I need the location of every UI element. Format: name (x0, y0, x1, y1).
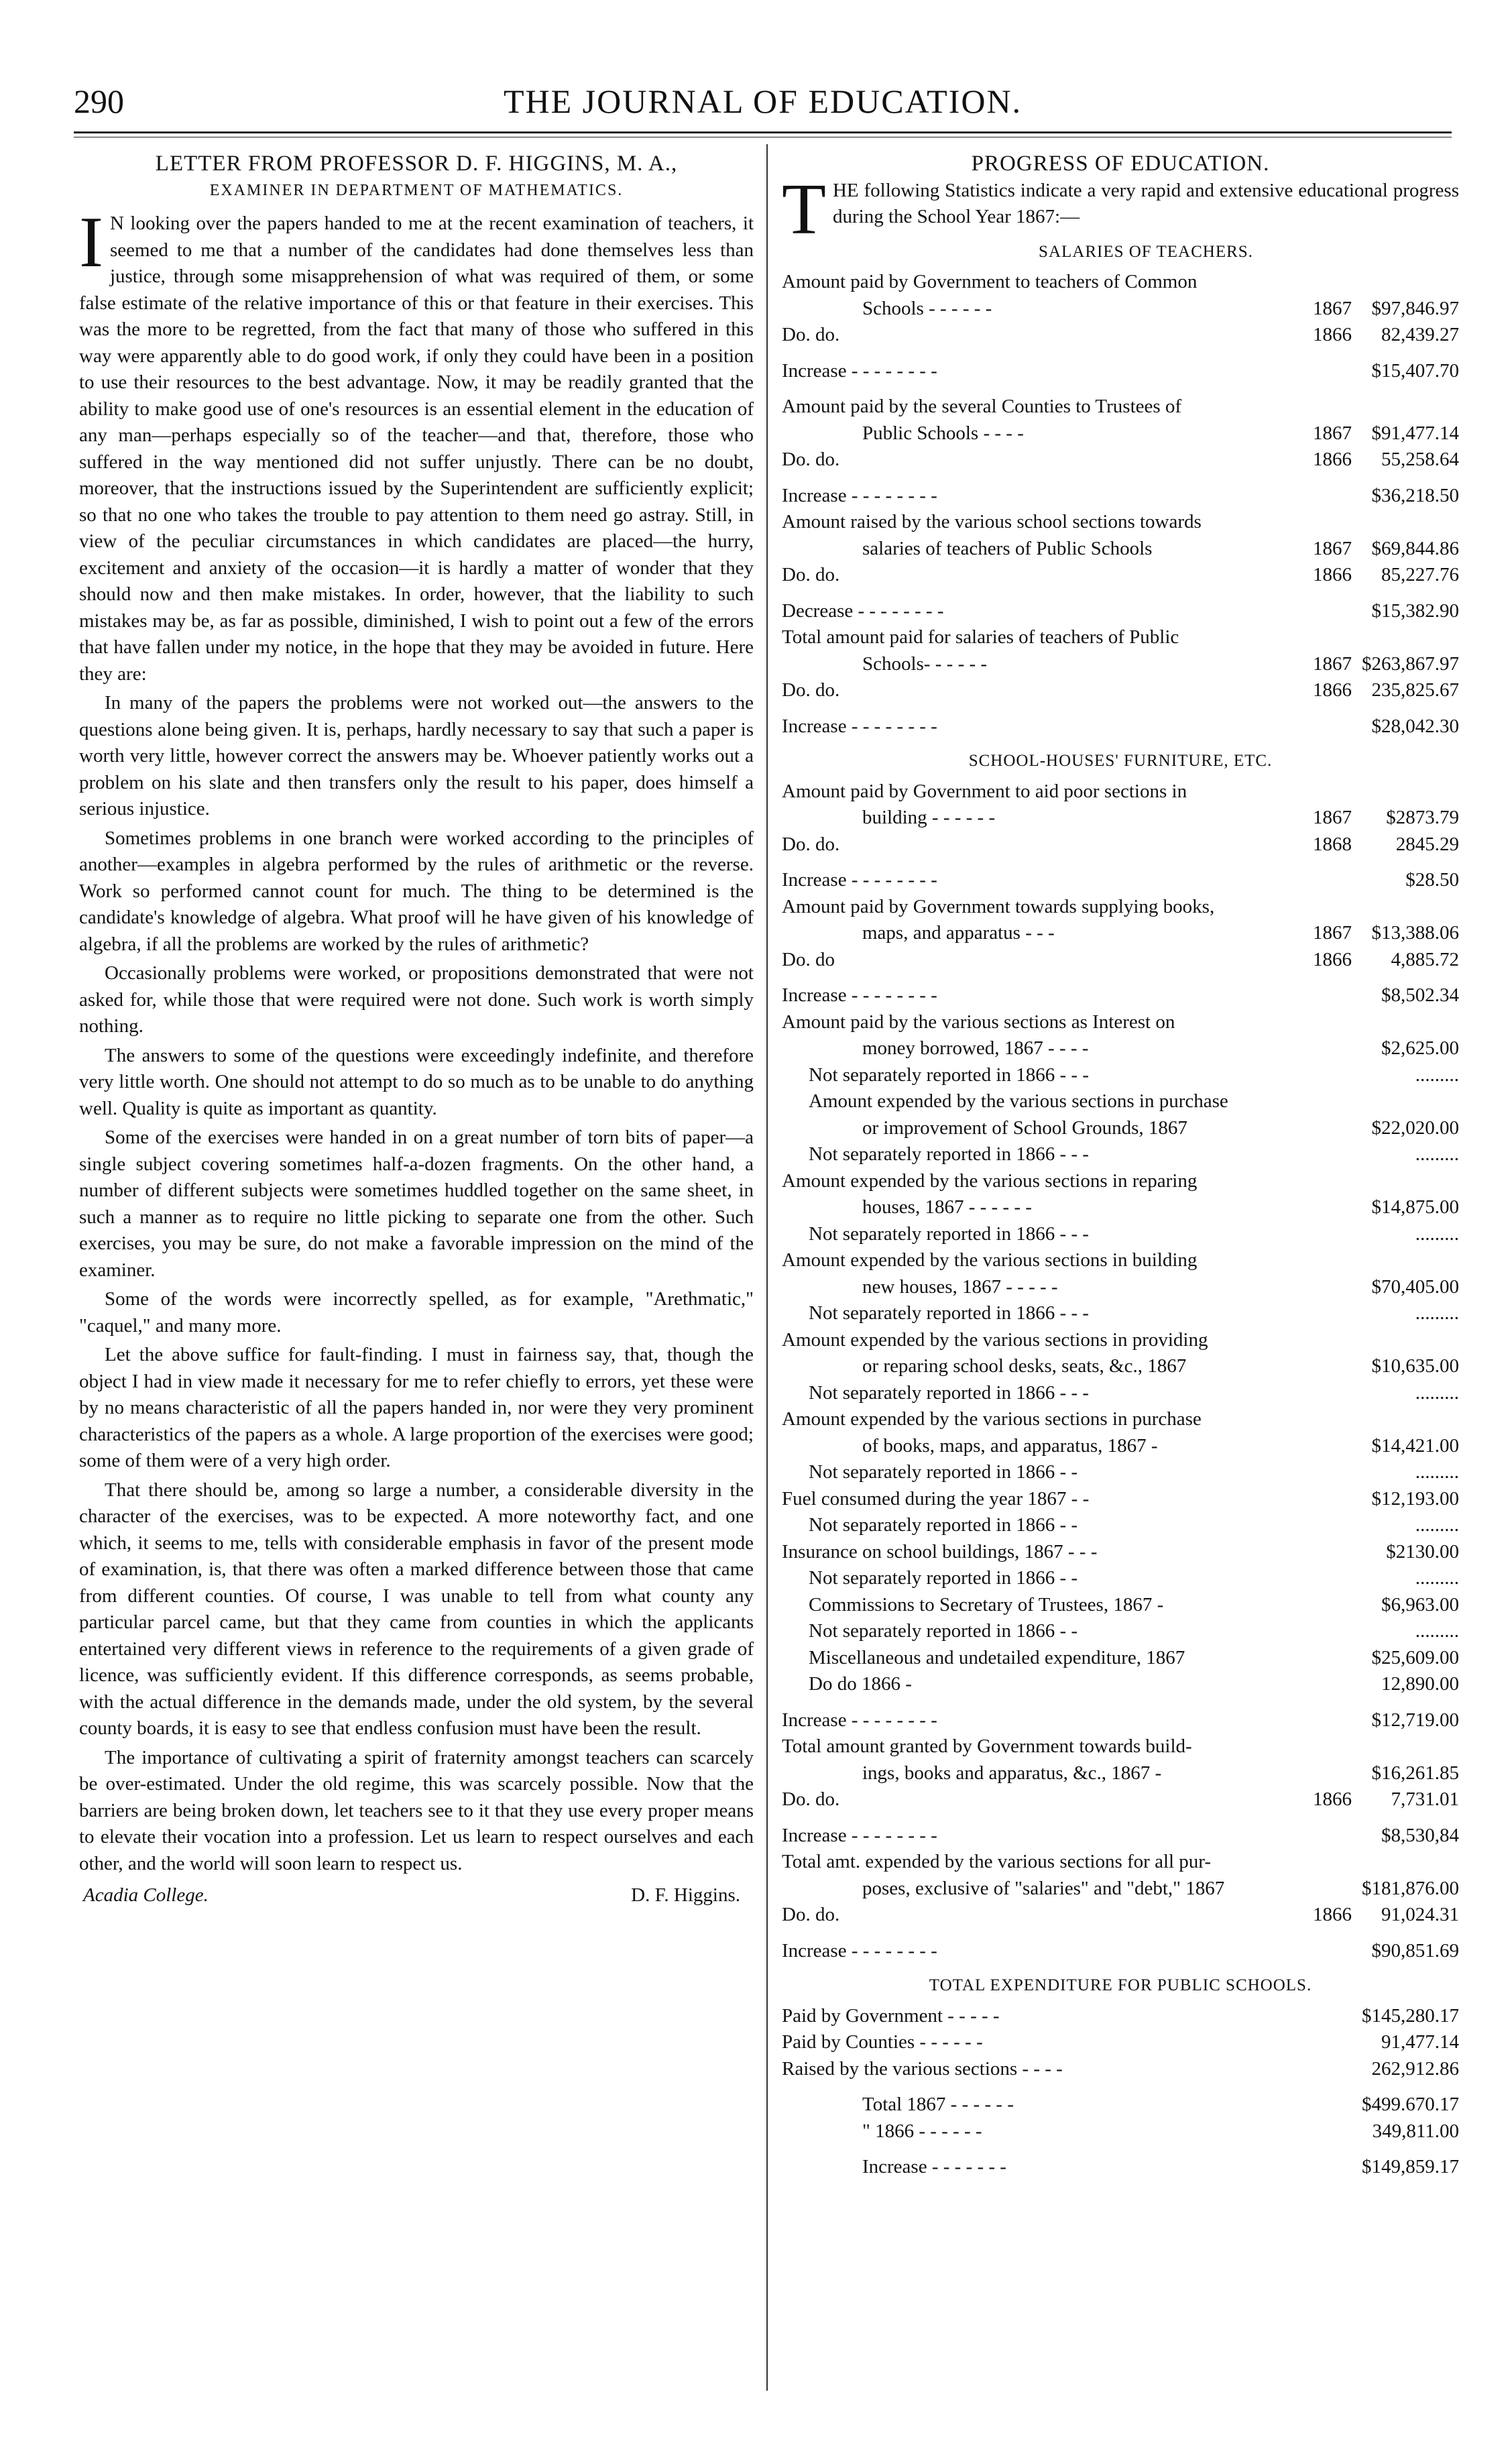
row-description: Public Schools - - - - (862, 422, 1024, 444)
row-amount: 91,477.14 (1381, 2031, 1459, 2053)
row-spacer (782, 973, 1459, 982)
letter-paragraph (79, 203, 754, 687)
row-description: Amount paid by Government to teachers of Common (782, 271, 1198, 292)
row-description: Decrease - - - - - - - - (782, 600, 944, 622)
row-description: Do do 1866 - (809, 1673, 912, 1695)
furniture-row (782, 805, 1459, 832)
row-amount: $181,876.00 (1362, 1877, 1459, 1899)
letter-paragraph (79, 1477, 754, 1742)
row-description: Not separately reported in 1866 - - (809, 1567, 1078, 1589)
furniture-row (782, 1592, 1459, 1619)
signature-name: D. F. Higgins. (631, 1884, 740, 1906)
row-description: Not separately reported in 1866 - - - (809, 1143, 1089, 1165)
row-year: 1867 (1313, 537, 1352, 559)
row-spacer (782, 858, 1459, 867)
row-description: Amount paid by the various sections as Interest on (782, 1011, 1175, 1033)
furniture-row (782, 920, 1459, 947)
row-description: Raised by the various sections - - - - (782, 2057, 1063, 2080)
row-description: Total amount granted by Government towards build- (782, 1736, 1192, 1757)
row-amount: $8,502.34 (1381, 984, 1459, 1006)
row-description: Do. do (782, 948, 835, 970)
furniture-row (782, 1353, 1459, 1380)
row-description: Increase - - - - - - - - (782, 715, 937, 737)
furniture-row (782, 1247, 1459, 1274)
salaries-row (782, 677, 1459, 704)
row-spacer (782, 473, 1459, 483)
furniture-row (782, 1707, 1459, 1734)
row-description: Miscellaneous and undetailed expenditure, 1867 (809, 1646, 1185, 1668)
row-year: 1867 (1313, 807, 1352, 828)
letter-paragraph-text: Some of the words were incorrectly spelled, as for example, "Arethmatic," "caquel," and many more. (79, 1288, 754, 1337)
row-description: Do. do. (782, 1788, 840, 1810)
letter-paragraph (79, 826, 754, 958)
letter-paragraph-text: N looking over the papers handed to me at the recent examination of teachers, it seemed to me that a number of the candidates had done themselves less than justice, through some misapprehension of what was required of them, or some false estimate of the relative importance of this or that feature in their exercises. This was the more to be regretted, from the fact that many of those who suffered in this way were apparently able to do good work, if only they could have been in a position to use their resources to the best advantage. Now, it may be readily granted that the ability to make good use of one's resources is an essential element in the education of any man—perhaps especially so of the teacher—and that, therefore, those who suffered in the way mentioned did not suffer unjustly. There can be no doubt, moreover, that the instructions issued by the Superintendent are sufficiently explicit; so that no one who takes the trouble to pay attention to them need go astray. Still, in view of the peculiar circumstances in which candidates are placed—the hurry, excitement and anxiety of the occasion—it is hardly a matter of wonder that they should now and then make mistakes. In order, however, that the liability to such mistakes may be, as far as possible, diminished, I wish to point out a few of the errors that have fallen under my notice, in the hope that they may be avoided in future. Here they are: (79, 213, 754, 685)
row-year: 1867 (1313, 297, 1352, 319)
row-amount: 262,912.86 (1371, 2057, 1459, 2080)
signature-place: Acadia College. (83, 1884, 209, 1906)
salaries-row (782, 536, 1459, 563)
furniture-row (782, 867, 1459, 894)
letter-paragraph (79, 1342, 754, 1475)
row-description: Amount expended by the various sections in purchase (809, 1090, 1228, 1112)
row-description: Commissions to Secretary of Trustees, 1867 - (809, 1593, 1164, 1615)
total-row (782, 2003, 1459, 2030)
letter-subtitle: EXAMINER IN DEPARTMENT OF MATHEMATICS. (209, 181, 624, 199)
salaries-row (782, 394, 1459, 420)
row-description: Do. do. (782, 833, 840, 855)
total-row (782, 2029, 1459, 2056)
row-description: Fuel consumed during the year 1867 - - (782, 1487, 1090, 1510)
row-amount: $13,388.06 (1371, 922, 1459, 944)
total-row (782, 2056, 1459, 2083)
row-description: Increase - - - - - - - - (782, 1709, 937, 1731)
row-amount: $2,625.00 (1381, 1037, 1459, 1059)
row-amount: $12,193.00 (1371, 1487, 1459, 1510)
row-description: maps, and apparatus - - - (862, 922, 1055, 944)
row-amount: $97,846.97 (1371, 297, 1459, 319)
furniture-row (782, 1459, 1459, 1486)
row-description: Not separately reported in 1866 - - - (809, 1302, 1089, 1324)
row-amount: 91,024.31 (1381, 1904, 1459, 1925)
statistics-title: PROGRESS OF EDUCATION. (971, 152, 1270, 176)
row-amount: ......... (1415, 1381, 1459, 1404)
row-spacer (782, 1929, 1459, 1938)
row-year: 1866 (1313, 679, 1352, 701)
row-year: 1867 (1313, 422, 1352, 444)
row-description: Not separately reported in 1866 - - - (809, 1222, 1089, 1245)
furniture-row (782, 1115, 1459, 1142)
salaries-row (782, 483, 1459, 510)
row-description: Total amt. expended by the various sections for all pur- (782, 1851, 1212, 1872)
row-description: Total amount paid for salaries of teachers of Public (782, 626, 1179, 648)
furniture-row (782, 1194, 1459, 1221)
furniture-row (782, 1539, 1459, 1566)
furniture-row (782, 1088, 1459, 1115)
row-amount: 85,227.76 (1381, 564, 1459, 585)
row-spacer (782, 704, 1459, 714)
page-number: 290 (74, 82, 124, 120)
row-amount: $149,859.17 (1362, 2156, 1459, 2177)
row-description: Amount expended by the various sections in building (782, 1249, 1198, 1271)
furniture-row (782, 1221, 1459, 1248)
row-amount: 12,890.00 (1381, 1673, 1459, 1695)
journal-title: THE JOURNAL OF EDUCATION. (503, 82, 1023, 120)
row-spacer (782, 1813, 1459, 1823)
furniture-row (782, 1274, 1459, 1301)
row-description: " 1866 - - - - - - (862, 2120, 982, 2142)
furniture-row (782, 832, 1459, 858)
row-amount: 82,439.27 (1381, 324, 1459, 345)
row-description: salaries of teachers of Public Schools (862, 537, 1153, 559)
letter-paragraph-text: The importance of cultivating a spirit of fraternity amongst teachers can scarcely be over-estimated. Under the old regime, this was scarcely possible. Now that the barriers are being broken down, let teachers see to it that they use every proper means to elevate their vocation into a profession. Let us learn to respect ourselves and each other, and the world will soon learn to respect us. (79, 1746, 754, 1874)
column-divider (766, 144, 768, 2391)
furniture-row (782, 1327, 1459, 1354)
row-description: Do. do. (782, 679, 840, 701)
salaries-row (782, 714, 1459, 740)
row-description: Not separately reported in 1866 - - - (809, 1381, 1089, 1404)
signature-line (79, 1882, 754, 1909)
row-amount: $90,851.69 (1371, 1939, 1459, 1961)
furniture-row (782, 1786, 1459, 1813)
row-amount: ......... (1415, 1302, 1459, 1324)
row-description: Increase - - - - - - - - (782, 869, 937, 891)
salaries-heading: SALARIES OF TEACHERS. (1039, 242, 1253, 261)
row-description: Amount expended by the various sections in reparing (782, 1170, 1198, 1192)
header-rule (74, 131, 1452, 133)
row-year: 1868 (1313, 833, 1352, 855)
row-description: Amount paid by Government to aid poor sections in (782, 780, 1187, 802)
row-amount: ......... (1415, 1567, 1459, 1589)
row-amount: $28,042.30 (1371, 715, 1459, 737)
row-description: Insurance on school buildings, 1867 - - - (782, 1540, 1098, 1562)
salaries-row (782, 296, 1459, 323)
row-description: Increase - - - - - - - - (782, 1939, 937, 1961)
row-amount: $91,477.14 (1371, 422, 1459, 444)
row-description: money borrowed, 1867 - - - - (862, 1037, 1089, 1059)
row-year: 1866 (1313, 1788, 1352, 1810)
row-amount: 7,731.01 (1391, 1788, 1459, 1810)
total-heading: TOTAL EXPENDITURE FOR PUBLIC SCHOOLS. (929, 1976, 1312, 1994)
furniture-row (782, 1938, 1459, 1965)
row-description: Amount expended by the various sections in providing (782, 1328, 1208, 1351)
row-description: Amount paid by Government towards supplying books, (782, 895, 1215, 917)
row-amount: $16,261.85 (1371, 1762, 1459, 1784)
row-spacer (782, 2082, 1459, 2092)
furniture-row (782, 1512, 1459, 1539)
salaries-row (782, 358, 1459, 385)
letter-paragraph (79, 1125, 754, 1284)
row-description: Amount expended by the various sections in purchase (782, 1408, 1202, 1430)
row-description: building - - - - - - (862, 807, 996, 828)
row-amount: ......... (1415, 1461, 1459, 1483)
row-year: 1866 (1313, 564, 1352, 585)
total-row (782, 2154, 1459, 2181)
letter-paragraph-text: The answers to some of the questions were exceedingly indefinite, and therefore very little worth. One should not attempt to do so much as to be unable to do anything well. Quality is quite as important as quantity. (79, 1044, 754, 1119)
row-spacer (782, 589, 1459, 598)
letter-paragraph-text: Some of the exercises were handed in on a great number of torn bits of paper—a single subject covering sometimes half-a-dozen fragments. On the other hand, a number of different subjects were sometimes huddled together on the same sheet, in such a manner as to require no little picking to separate one from the other. Such exercises, you may be sure, do not make a favorable impression on the mind of the examiner. (79, 1127, 754, 1281)
furniture-heading: SCHOOL-HOUSES' FURNITURE, ETC. (968, 752, 1273, 770)
row-year: 1867 (1313, 652, 1352, 675)
salaries-row (782, 562, 1459, 589)
row-amount: $14,875.00 (1371, 1196, 1459, 1218)
row-description: Not separately reported in 1866 - - - (809, 1064, 1089, 1086)
row-year: 1866 (1313, 1904, 1352, 1925)
row-year: 1866 (1313, 449, 1352, 470)
row-amount: $14,421.00 (1371, 1434, 1459, 1457)
salaries-table (782, 269, 1459, 740)
row-amount: ......... (1415, 1143, 1459, 1165)
total-row (782, 2092, 1459, 2118)
row-description: Increase - - - - - - - - (782, 984, 937, 1006)
row-spacer (782, 349, 1459, 358)
salaries-row (782, 447, 1459, 473)
row-amount: $263,867.97 (1362, 652, 1459, 675)
row-description: Amount paid by the several Counties to Trustees of (782, 396, 1182, 417)
row-amount: $145,280.17 (1362, 2004, 1459, 2027)
furniture-row (782, 1009, 1459, 1036)
row-description: Schools - - - - - - (862, 297, 992, 319)
row-description: or improvement of School Grounds, 1867 (862, 1117, 1187, 1139)
total-row (782, 2118, 1459, 2145)
total-table (782, 2003, 1459, 2181)
row-description: Not separately reported in 1866 - - (809, 1620, 1078, 1642)
statistics-dropcap: T (782, 169, 826, 249)
row-amount: $15,382.90 (1371, 600, 1459, 622)
furniture-row (782, 1645, 1459, 1672)
row-description: ings, books and apparatus, &c., 1867 - (862, 1762, 1162, 1784)
page-header (74, 74, 1452, 127)
row-description: new houses, 1867 - - - - - (862, 1275, 1058, 1298)
salaries-row (782, 624, 1459, 651)
furniture-row (782, 1062, 1459, 1089)
row-amount: $15,407.70 (1371, 359, 1459, 382)
furniture-row (782, 1433, 1459, 1460)
row-amount: $28.50 (1405, 869, 1459, 891)
row-amount: $499.670.17 (1362, 2094, 1459, 2115)
salaries-row (782, 651, 1459, 678)
row-description: Total 1867 - - - - - - (862, 2094, 1014, 2115)
row-amount: $12,719.00 (1371, 1709, 1459, 1731)
row-amount: $69,844.86 (1371, 537, 1459, 559)
row-amount: 2845.29 (1395, 833, 1459, 855)
row-amount: $6,963.00 (1381, 1593, 1459, 1615)
letter-paragraph (79, 690, 754, 823)
salaries-row (782, 598, 1459, 625)
furniture-row (782, 947, 1459, 974)
row-amount: $70,405.00 (1371, 1275, 1459, 1298)
row-spacer (782, 2145, 1459, 2154)
letter-column (79, 151, 754, 1909)
furniture-table (782, 779, 1459, 1965)
row-description: Increase - - - - - - - - (782, 484, 937, 506)
letter-paragraph-text: Sometimes problems in one branch were worked according to the principles of another—examples in algebra performed by the rules of arithmetic or the reverse. Work so performed cannot count for much. The thing to be determined is the candidate's knowledge of algebra. What proof will he have given of his knowledge of algebra, if all the problems are worked by the rules of arithmetic? (79, 827, 754, 955)
row-amount: 4,885.72 (1391, 948, 1459, 970)
row-description: Do. do. (782, 1904, 840, 1925)
letter-body (79, 203, 754, 1877)
salaries-row (782, 509, 1459, 536)
row-description: Not separately reported in 1866 - - (809, 1514, 1078, 1536)
furniture-row (782, 1486, 1459, 1513)
letter-title: LETTER FROM PROFESSOR D. F. HIGGINS, M. A., (155, 152, 678, 176)
row-amount: ......... (1415, 1064, 1459, 1086)
row-description: or reparing school desks, seats, &c., 1867 (862, 1355, 1187, 1377)
furniture-row (782, 894, 1459, 921)
letter-paragraph-text: That there should be, among so large a number, a considerable diversity in the character of the exercises, was to be expected. A more noteworthy fact, and one which, it seems to me, tells with considerable emphasis in favor of the present mode of examination, is, that there was often a marked difference between those that came from different counties. Of course, I was unable to tell from what county any particular parcel came, but that they came from counties in which the applicants entertained very different views in reference to the requirements of a given grade of licence, was sufficiently evident. If this difference corresponds, as seems probable, with the actual difference in the demands made, under the old system, by the several county boards, it is easy to see that endless confusion must have been the result. (79, 1479, 754, 1739)
row-amount: ......... (1415, 1620, 1459, 1642)
row-spacer (782, 1698, 1459, 1707)
letter-paragraph (79, 1043, 754, 1123)
row-description: Amount raised by the various school sections towards (782, 511, 1202, 532)
furniture-row (782, 779, 1459, 805)
row-description: Schools- - - - - - (862, 652, 988, 675)
letter-paragraph (79, 1745, 754, 1878)
row-description: poses, exclusive of "salaries" and "debt," 1867 (862, 1877, 1225, 1899)
furniture-row (782, 1876, 1459, 1902)
furniture-row (782, 1849, 1459, 1876)
salaries-row (782, 269, 1459, 296)
statistics-column (782, 151, 1459, 2181)
row-description: Do. do. (782, 449, 840, 470)
row-amount: $25,609.00 (1371, 1646, 1459, 1668)
row-amount: ......... (1415, 1514, 1459, 1536)
furniture-row (782, 1168, 1459, 1195)
row-amount: $36,218.50 (1371, 484, 1459, 506)
statistics-intro-text: HE following Statistics indicate a very rapid and extensive educational progress during the School Year 1867:— (832, 179, 1459, 227)
furniture-row (782, 1618, 1459, 1645)
furniture-row (782, 1141, 1459, 1168)
row-amount: ......... (1415, 1222, 1459, 1245)
row-year: 1866 (1313, 324, 1352, 345)
furniture-row (782, 1380, 1459, 1407)
furniture-row (782, 1565, 1459, 1592)
furniture-row (782, 1671, 1459, 1698)
letter-paragraph-text: In many of the papers the problems were not worked out—the answers to the questions alone being given. It is, perhaps, hardly necessary to say that such a paper is worth very little, however correct the answers may be. Whoever patiently works out a problem on his slate and then transfers only the result to his paper, does himself a serious injustice. (79, 692, 754, 819)
row-amount: 235,825.67 (1371, 679, 1459, 701)
row-amount: $10,635.00 (1371, 1355, 1459, 1377)
furniture-row (782, 1733, 1459, 1760)
row-spacer (782, 384, 1459, 394)
row-amount: $22,020.00 (1371, 1117, 1459, 1139)
row-description: houses, 1867 - - - - - - (862, 1196, 1032, 1218)
furniture-row (782, 1902, 1459, 1929)
letter-paragraph-text: Let the above suffice for fault-finding. I must in fairness say, that, though the object I had in view made it necessary for me to refer chiefly to errors, yet these were by no means characteristic of all the papers handed in, nor were they very prominent characteristics of the papers as a whole. A large proportion of the exercises were good; some of them were of a very high order. (79, 1344, 754, 1471)
salaries-row (782, 420, 1459, 447)
row-year: 1866 (1313, 948, 1352, 970)
letter-paragraph-text: Occasionally problems were worked, or propositions demonstrated that were not asked for, while those that were required were not done. Such work is worth simply nothing. (79, 962, 754, 1037)
furniture-row (782, 982, 1459, 1009)
row-description: Not separately reported in 1866 - - (809, 1461, 1078, 1483)
row-description: Paid by Government - - - - - (782, 2004, 1000, 2027)
furniture-row (782, 1760, 1459, 1787)
row-amount: 349,811.00 (1372, 2120, 1459, 2142)
salaries-row (782, 322, 1459, 349)
row-amount: $8,530,84 (1381, 1824, 1459, 1846)
row-amount: 55,258.64 (1381, 449, 1459, 470)
letter-paragraph (79, 960, 754, 1040)
row-description: Increase - - - - - - - - (782, 1824, 937, 1846)
row-description: Do. do. (782, 324, 840, 345)
row-amount: $2873.79 (1386, 807, 1459, 828)
row-description: Paid by Counties - - - - - - (782, 2031, 983, 2053)
furniture-row (782, 1035, 1459, 1062)
row-description: Increase - - - - - - - - (782, 359, 937, 382)
row-year: 1867 (1313, 922, 1352, 944)
letter-dropcap: I (79, 203, 103, 282)
furniture-row (782, 1300, 1459, 1327)
statistics-intro (782, 169, 1459, 249)
row-description: Do. do. (782, 564, 840, 585)
row-description: of books, maps, and apparatus, 1867 - (862, 1434, 1158, 1457)
letter-paragraph (79, 1286, 754, 1339)
row-description: Increase - - - - - - - (862, 2156, 1006, 2177)
furniture-row (782, 1823, 1459, 1850)
row-amount: $2130.00 (1386, 1540, 1459, 1562)
furniture-row (782, 1406, 1459, 1433)
